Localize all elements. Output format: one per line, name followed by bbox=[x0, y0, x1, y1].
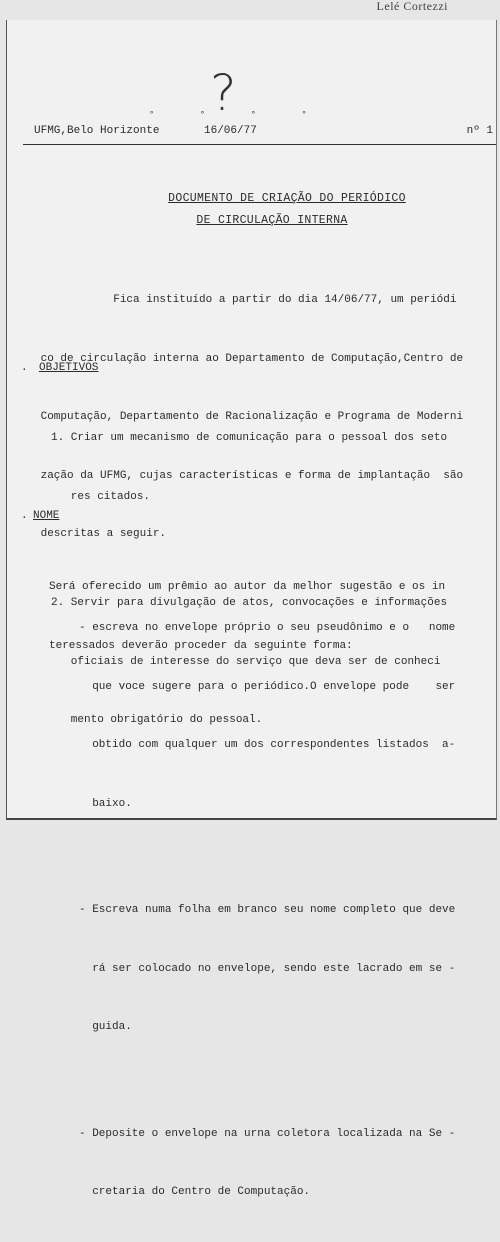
document-page bbox=[6, 20, 497, 1198]
step-line: que voce sugere para o periódico.O envelope pode ser bbox=[79, 680, 456, 693]
document-title-line2: DE CIRCULAÇÃO INTERNA bbox=[196, 214, 348, 227]
intro-line: Computação, Departamento de Racionalização e Programa de Moderni bbox=[34, 411, 464, 423]
step-line: guida. bbox=[79, 1021, 132, 1033]
handwritten-signature: Lelé Cortezzi bbox=[376, 0, 448, 13]
header-date: 16/06/77 bbox=[204, 125, 257, 137]
intro-line: zação da UFMG, cujas características e forma de implantação são bbox=[34, 469, 464, 482]
objetivos-heading: OBJETIVOS bbox=[39, 362, 99, 374]
step-line: baixo. bbox=[79, 797, 132, 810]
objetivo-line: 2. Servir para divulgação de atos, convocações e informações bbox=[51, 597, 448, 609]
intro-line: descritas a seguir. bbox=[34, 528, 167, 540]
step-line: rá ser colocado no envelope, sendo este lacrado em se - bbox=[79, 962, 456, 975]
document-title-line1: DOCUMENTO DE CRIAÇÃO DO PERIÓDICO bbox=[168, 192, 406, 205]
decorative-dots: ° ° ° ° bbox=[149, 110, 327, 120]
objetivo-line: mento obrigatório do pessoal. bbox=[51, 714, 263, 726]
nome-heading: NOME bbox=[33, 510, 60, 522]
objetivo-line: oficiais de interesse do serviço que deva ser de conheci bbox=[51, 655, 441, 668]
nome-intro-line: Será oferecido um prêmio ao autor da melhor sugestão e os in bbox=[49, 581, 446, 593]
header-rule bbox=[23, 144, 496, 145]
header-number: nº 1 bbox=[466, 125, 493, 137]
step-line: - Escreva numa folha em branco seu nome completo que deve bbox=[79, 904, 456, 916]
step-line: - escreva no envelope próprio o seu pseudônimo e o nome bbox=[79, 622, 456, 634]
step-line: cretaria do Centro de Computação. bbox=[79, 1186, 311, 1198]
nome-intro-line: teressados deverão proceder da seguinte forma: bbox=[49, 639, 353, 652]
objetivo-line: 1. Criar um mecanismo de comunicação para o pessoal dos seto bbox=[51, 432, 448, 444]
step-line: - Deposite o envelope na urna coletora localizada na Se - bbox=[79, 1127, 456, 1140]
nome-steps bbox=[79, 580, 493, 1242]
section-bullet: . bbox=[21, 362, 28, 374]
question-mark-drawing: ? bbox=[210, 64, 237, 122]
header-place: UFMG,Belo Horizonte bbox=[34, 125, 160, 137]
intro-line: Fica instituído a partir do dia 14/06/77, um periódi bbox=[34, 294, 457, 306]
objetivo-line: res citados. bbox=[51, 490, 151, 503]
step-line: obtido com qualquer um dos correspondentes listados a- bbox=[79, 739, 456, 751]
section-bullet: . bbox=[21, 510, 28, 522]
intro-line: co de circulação interna ao Departamento de Computação,Centro de bbox=[34, 352, 464, 365]
